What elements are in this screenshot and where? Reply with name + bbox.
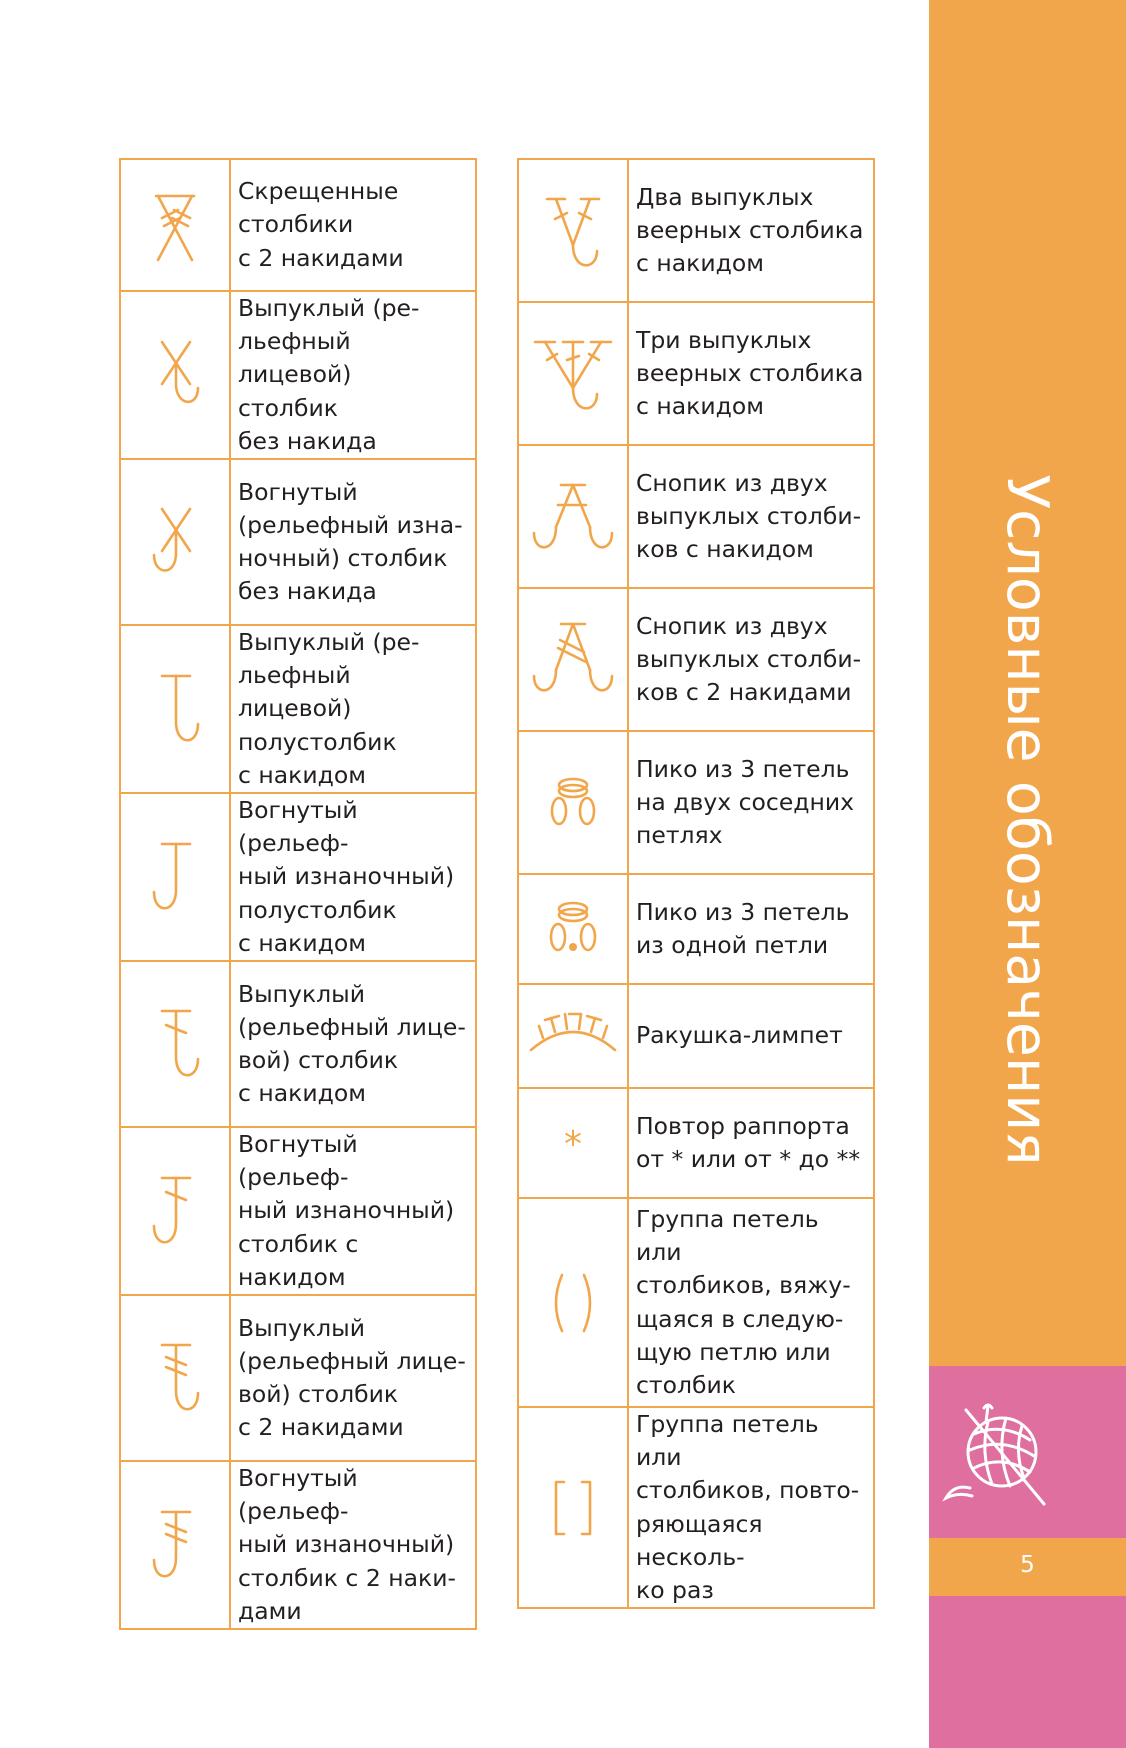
back-post-dc-symbol — [140, 1166, 210, 1256]
symbol-label: Вогнутый (рельеф- ный изнаночный) полустолбик с накидом — [230, 793, 476, 961]
yarn-ball-icon — [936, 1392, 1056, 1516]
symbol-cell — [518, 984, 628, 1088]
symbol-cell — [120, 159, 230, 291]
symbol-cell — [518, 445, 628, 588]
symbol-label: Группа петель или столбиков, повто- ряющаяся несколь- ко раз — [628, 1407, 874, 1608]
legend-row — [518, 1407, 874, 1608]
front-post-sc-symbol — [140, 330, 210, 420]
symbol-cell — [518, 731, 628, 874]
picot-two-stitches-symbol — [533, 763, 613, 843]
legend-row — [120, 961, 476, 1127]
symbol-label: Два выпуклых веерных столбика с накидом — [628, 159, 874, 302]
symbol-cell — [518, 874, 628, 984]
legend-row — [518, 159, 874, 302]
symbol-label: Выпуклый (рельефный лице- вой) столбик с накидом — [230, 961, 476, 1127]
legend-row — [120, 625, 476, 793]
legend-table-left — [119, 158, 477, 1630]
symbol-label: Ракушка-лимпет — [628, 984, 874, 1088]
legend-row — [518, 984, 874, 1088]
legend-row — [120, 1461, 476, 1629]
crossed-treble-2yo-symbol — [140, 180, 210, 270]
legend-row — [120, 793, 476, 961]
legend-row — [518, 302, 874, 445]
front-post-hdc-symbol — [140, 664, 210, 754]
symbol-label: Снопик из двух выпуклых столби- ков с 2 накидами — [628, 588, 874, 731]
symbol-label: Пико из 3 петель на двух соседних петлях — [628, 731, 874, 874]
parentheses-symbol — [538, 1263, 608, 1343]
symbol-cell — [518, 1088, 628, 1198]
cluster-two-front-post-tr-symbol — [528, 612, 618, 708]
symbol-cell — [518, 1407, 628, 1608]
symbol-label: Выпуклый (ре- льефный лицевой) полустолбик с накидом — [230, 625, 476, 793]
legend-row — [518, 445, 874, 588]
legend-row — [518, 731, 874, 874]
symbol-cell — [120, 625, 230, 793]
symbol-cell — [120, 459, 230, 625]
section-title: Условные обозначения — [994, 474, 1060, 1166]
symbol-label: Вогнутый (рельефный изна- ночный) столбик без накида — [230, 459, 476, 625]
symbol-cell — [518, 1198, 628, 1407]
symbol-cell — [120, 793, 230, 961]
legend-row — [120, 159, 476, 291]
legend-row — [518, 874, 874, 984]
legend-row — [120, 1295, 476, 1461]
picot-one-stitch-symbol — [533, 889, 613, 969]
two-front-post-fan-symbol — [533, 183, 613, 279]
symbol-label: Выпуклый (ре- льефный лицевой) столбик без накида — [230, 291, 476, 459]
symbol-label: Выпуклый (рельефный лице- вой) столбик с 2 накидами — [230, 1295, 476, 1461]
legend-row — [120, 459, 476, 625]
legend-row — [120, 1127, 476, 1295]
symbol-label: Повтор раппорта от * или от * до ** — [628, 1088, 874, 1198]
back-post-tr-symbol — [140, 1500, 210, 1590]
cluster-two-front-post-dc-symbol — [528, 469, 618, 565]
symbol-label: Пико из 3 петель из одной петли — [628, 874, 874, 984]
symbol-cell — [120, 1461, 230, 1629]
asterisk-symbol — [543, 1108, 603, 1178]
legend-row — [120, 291, 476, 459]
symbol-cell — [120, 291, 230, 459]
page-number-band — [929, 1538, 1126, 1596]
symbol-label: Скрещенные столбики с 2 накидами — [230, 159, 476, 291]
symbol-label: Снопик из двух выпуклых столби- ков с накидом — [628, 445, 874, 588]
sidebar-pink-band-bottom — [929, 1596, 1126, 1748]
symbol-cell — [518, 159, 628, 302]
legend-row — [518, 1198, 874, 1407]
symbol-cell — [518, 588, 628, 731]
symbol-label: Три выпуклых веерных столбика с накидом — [628, 302, 874, 445]
symbol-cell — [120, 1295, 230, 1461]
back-post-hdc-symbol — [140, 832, 210, 922]
svg-text:*: * — [564, 1124, 582, 1165]
symbol-label: Вогнутый (рельеф- ный изнаночный) столбик с 2 наки- дами — [230, 1461, 476, 1629]
symbol-label: Вогнутый (рельеф- ный изнаночный) столбик с накидом — [230, 1127, 476, 1295]
legend-row — [518, 588, 874, 731]
symbol-cell — [120, 1127, 230, 1295]
back-post-sc-symbol — [140, 497, 210, 587]
legend-table-right — [517, 158, 875, 1609]
legend-row — [518, 1088, 874, 1198]
brackets-symbol — [538, 1468, 608, 1548]
symbol-cell — [518, 302, 628, 445]
symbol-label: Группа петель или столбиков, вяжу- щаяся в следую- щую петлю или столбик — [628, 1198, 874, 1407]
front-post-tr-symbol — [140, 1333, 210, 1423]
symbol-cell — [120, 961, 230, 1127]
page-number: 5 — [1020, 1552, 1035, 1578]
three-front-post-fan-symbol — [525, 326, 621, 422]
limpet-shell-symbol — [525, 1006, 621, 1066]
front-post-dc-symbol — [140, 999, 210, 1089]
